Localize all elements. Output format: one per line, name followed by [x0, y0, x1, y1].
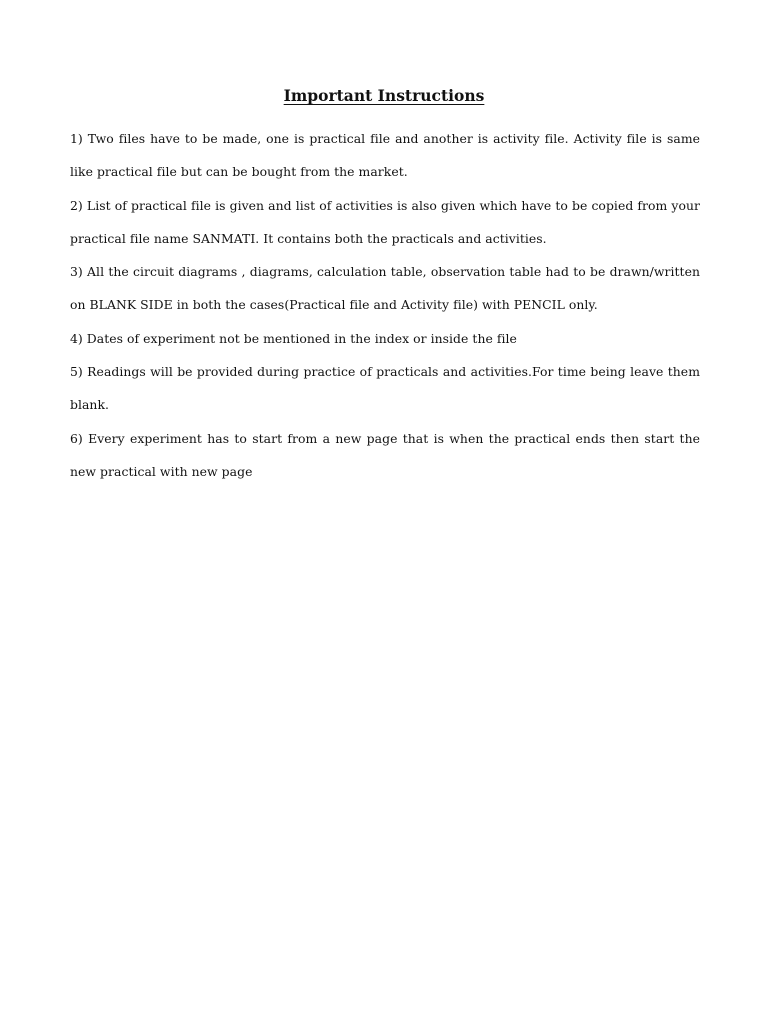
instruction-item-3: 3) All the circuit diagrams , diagrams, calculation table, observation table had to be drawn/written on BLANK SIDE in both the cases(Practical file and Activity file) with PENCIL only. [70, 264, 700, 313]
instruction-item-4: 4) Dates of experiment not be mentioned in the index or inside the file [70, 330, 517, 346]
instruction-item-5: 5) Readings will be provided during practice of practicals and activities.For time being leave them blank. [70, 364, 700, 413]
page-title: Important Instructions [283, 86, 485, 105]
instruction-list [70, 122, 700, 488]
instruction-item-1: 1) Two files have to be made, one is practical file and another is activity file. Activity file is same like practical file but can be bought from the market. [70, 131, 700, 180]
instruction-item-6: 6) Every experiment has to start from a new page that is when the practical ends then start the new practical with new page [70, 430, 700, 479]
instruction-item-2: 2) List of practical file is given and list of activities is also given which have to be copied from your practical file name SANMATI. It contains both the practicals and activities. [70, 197, 700, 246]
